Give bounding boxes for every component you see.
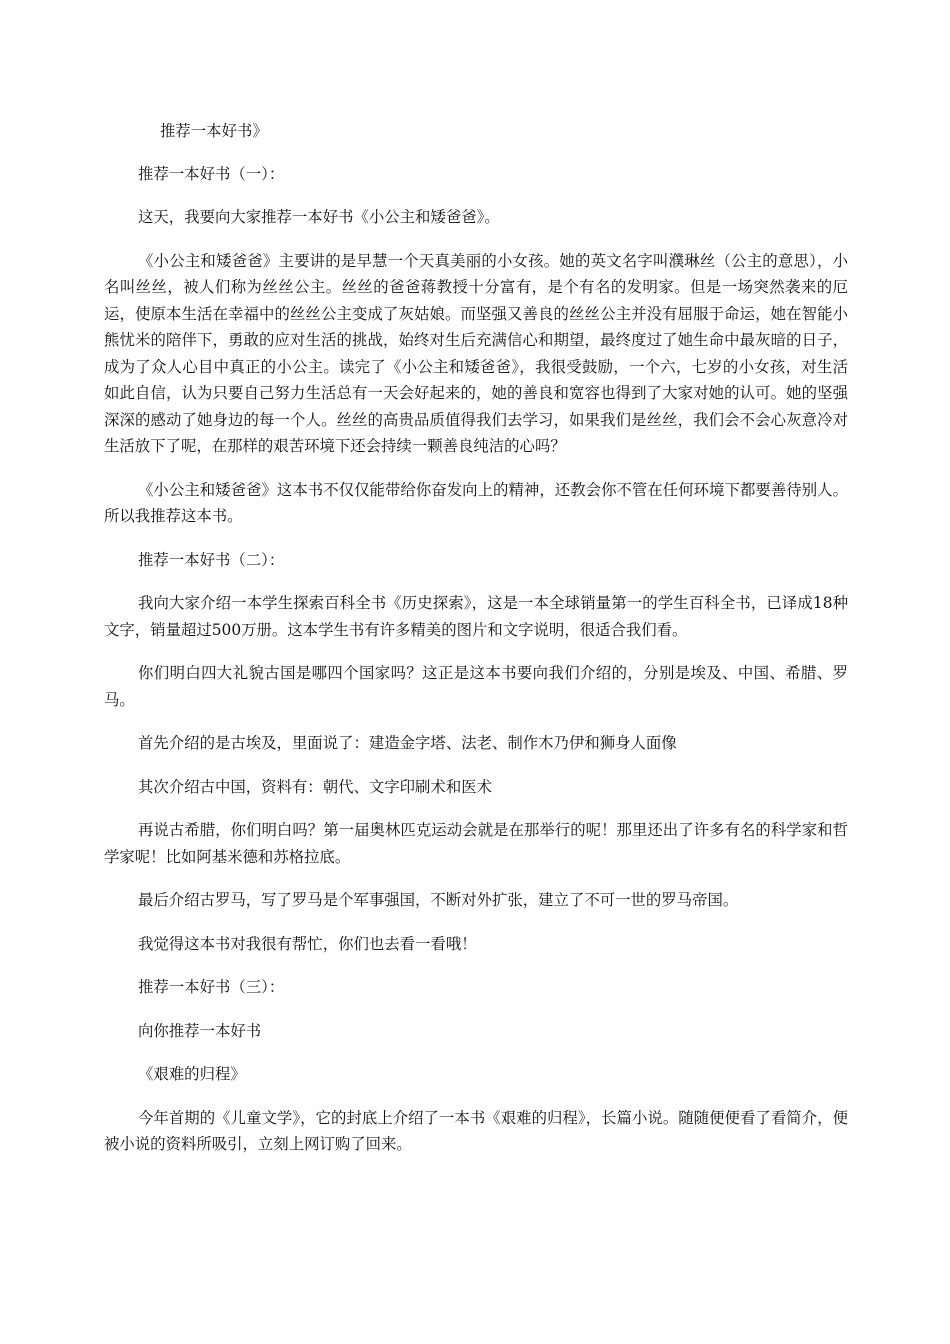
paragraph: 向你推荐一本好书 [138, 1021, 262, 1040]
paragraph: 这天，我要向大家推荐一本好书《小公主和矮爸爸》。 [138, 208, 500, 226]
document-body [104, 118, 848, 1175]
paragraph: 今年首期的《儿童文学》，它的封底上介绍了一本书《艰难的归程》，长篇小说。随随便便看了看简介，便被小说的资料所吸引，立刻上网订购了回来。 [104, 1108, 848, 1153]
section-heading-2: 推荐一本好书（二）： [138, 550, 285, 569]
paragraph: 再说古希腊，你们明白吗？第一届奥林匹克运动会就是在那举行的呢！那里还出了许多有名的科学家和哲学家呢！比如阿基米德和苏格拉底。 [104, 821, 848, 866]
paragraph: 《小公主和矮爸爸》这本书不仅仅能带给你奋发向上的精神，还教会你不管在任何环境下都要善待别人。所以我推荐这本书。 [104, 480, 848, 525]
paragraph: 我向大家介绍一本学生探索百科全书《历史探索》，这是一本全球销量第一的学生百科全书，已译成18种文字，销量超过500万册。这本学生书有许多精美的图片和文字说明，很适合我们看。 [104, 594, 848, 639]
section-heading-1: 推荐一本好书（一）： [138, 164, 285, 183]
paragraph: 你们明白四大礼貌古国是哪四个国家吗？这正是这本书要向我们介绍的，分别是埃及、中国、希腊、罗马。 [104, 664, 848, 709]
book-title: 《艰难的归程》 [138, 1065, 246, 1083]
document-title: 推荐一本好书》 [160, 122, 268, 140]
paragraph: 首先介绍的是古埃及，里面说了：建造金字塔、法老、制作木乃伊和狮身人面像 [138, 734, 677, 752]
paragraph: 最后介绍古罗马，写了罗马是个军事强国，不断对外扩张，建立了不可一世的罗马帝国。 [138, 891, 739, 909]
paragraph: 其次介绍古中国，资料有：朝代、文字印刷术和医术 [138, 777, 492, 796]
paragraph: 我觉得这本书对我很有帮忙，你们也去看一看哦！ [138, 934, 477, 953]
section-heading-3: 推荐一本好书（三）： [138, 978, 285, 996]
paragraph: 《小公主和矮爸爸》主要讲的是早慧一个天真美丽的小女孩。她的英文名字叫濮琳丝（公主的意思），小名叫丝丝，被人们称为丝丝公主。丝丝的爸爸蒋教授十分富有，是个有名的发明家。但是一场突然袭来的厄运，使原本生活在幸福中的丝丝公主变成了灰姑娘。而坚强又善良的丝丝公主并没有屈服于命运，她在智能小熊忧米的陪伴下，勇敢的应对生活的挑战，始终对生后充满信心和期望，最终度过了她生命中最灰暗的日子，成为了众人心目中真正的小公主。读完了《小公主和矮爸爸》，我很受鼓励，一个六，七岁的小女孩，对生活如此自信，认为只要自己努力生活总有一天会好起来的，她的善良和宽容也得到了大家对她的认可。她的坚强深深的感动了她身边的每一个人。丝丝的高贵品质值得我们去学习，如果我们是丝丝，我们会不会心灰意冷对生活放下了呢，在那样的艰苦环境下还会持续一颗善良纯洁的心吗？ [104, 251, 848, 455]
